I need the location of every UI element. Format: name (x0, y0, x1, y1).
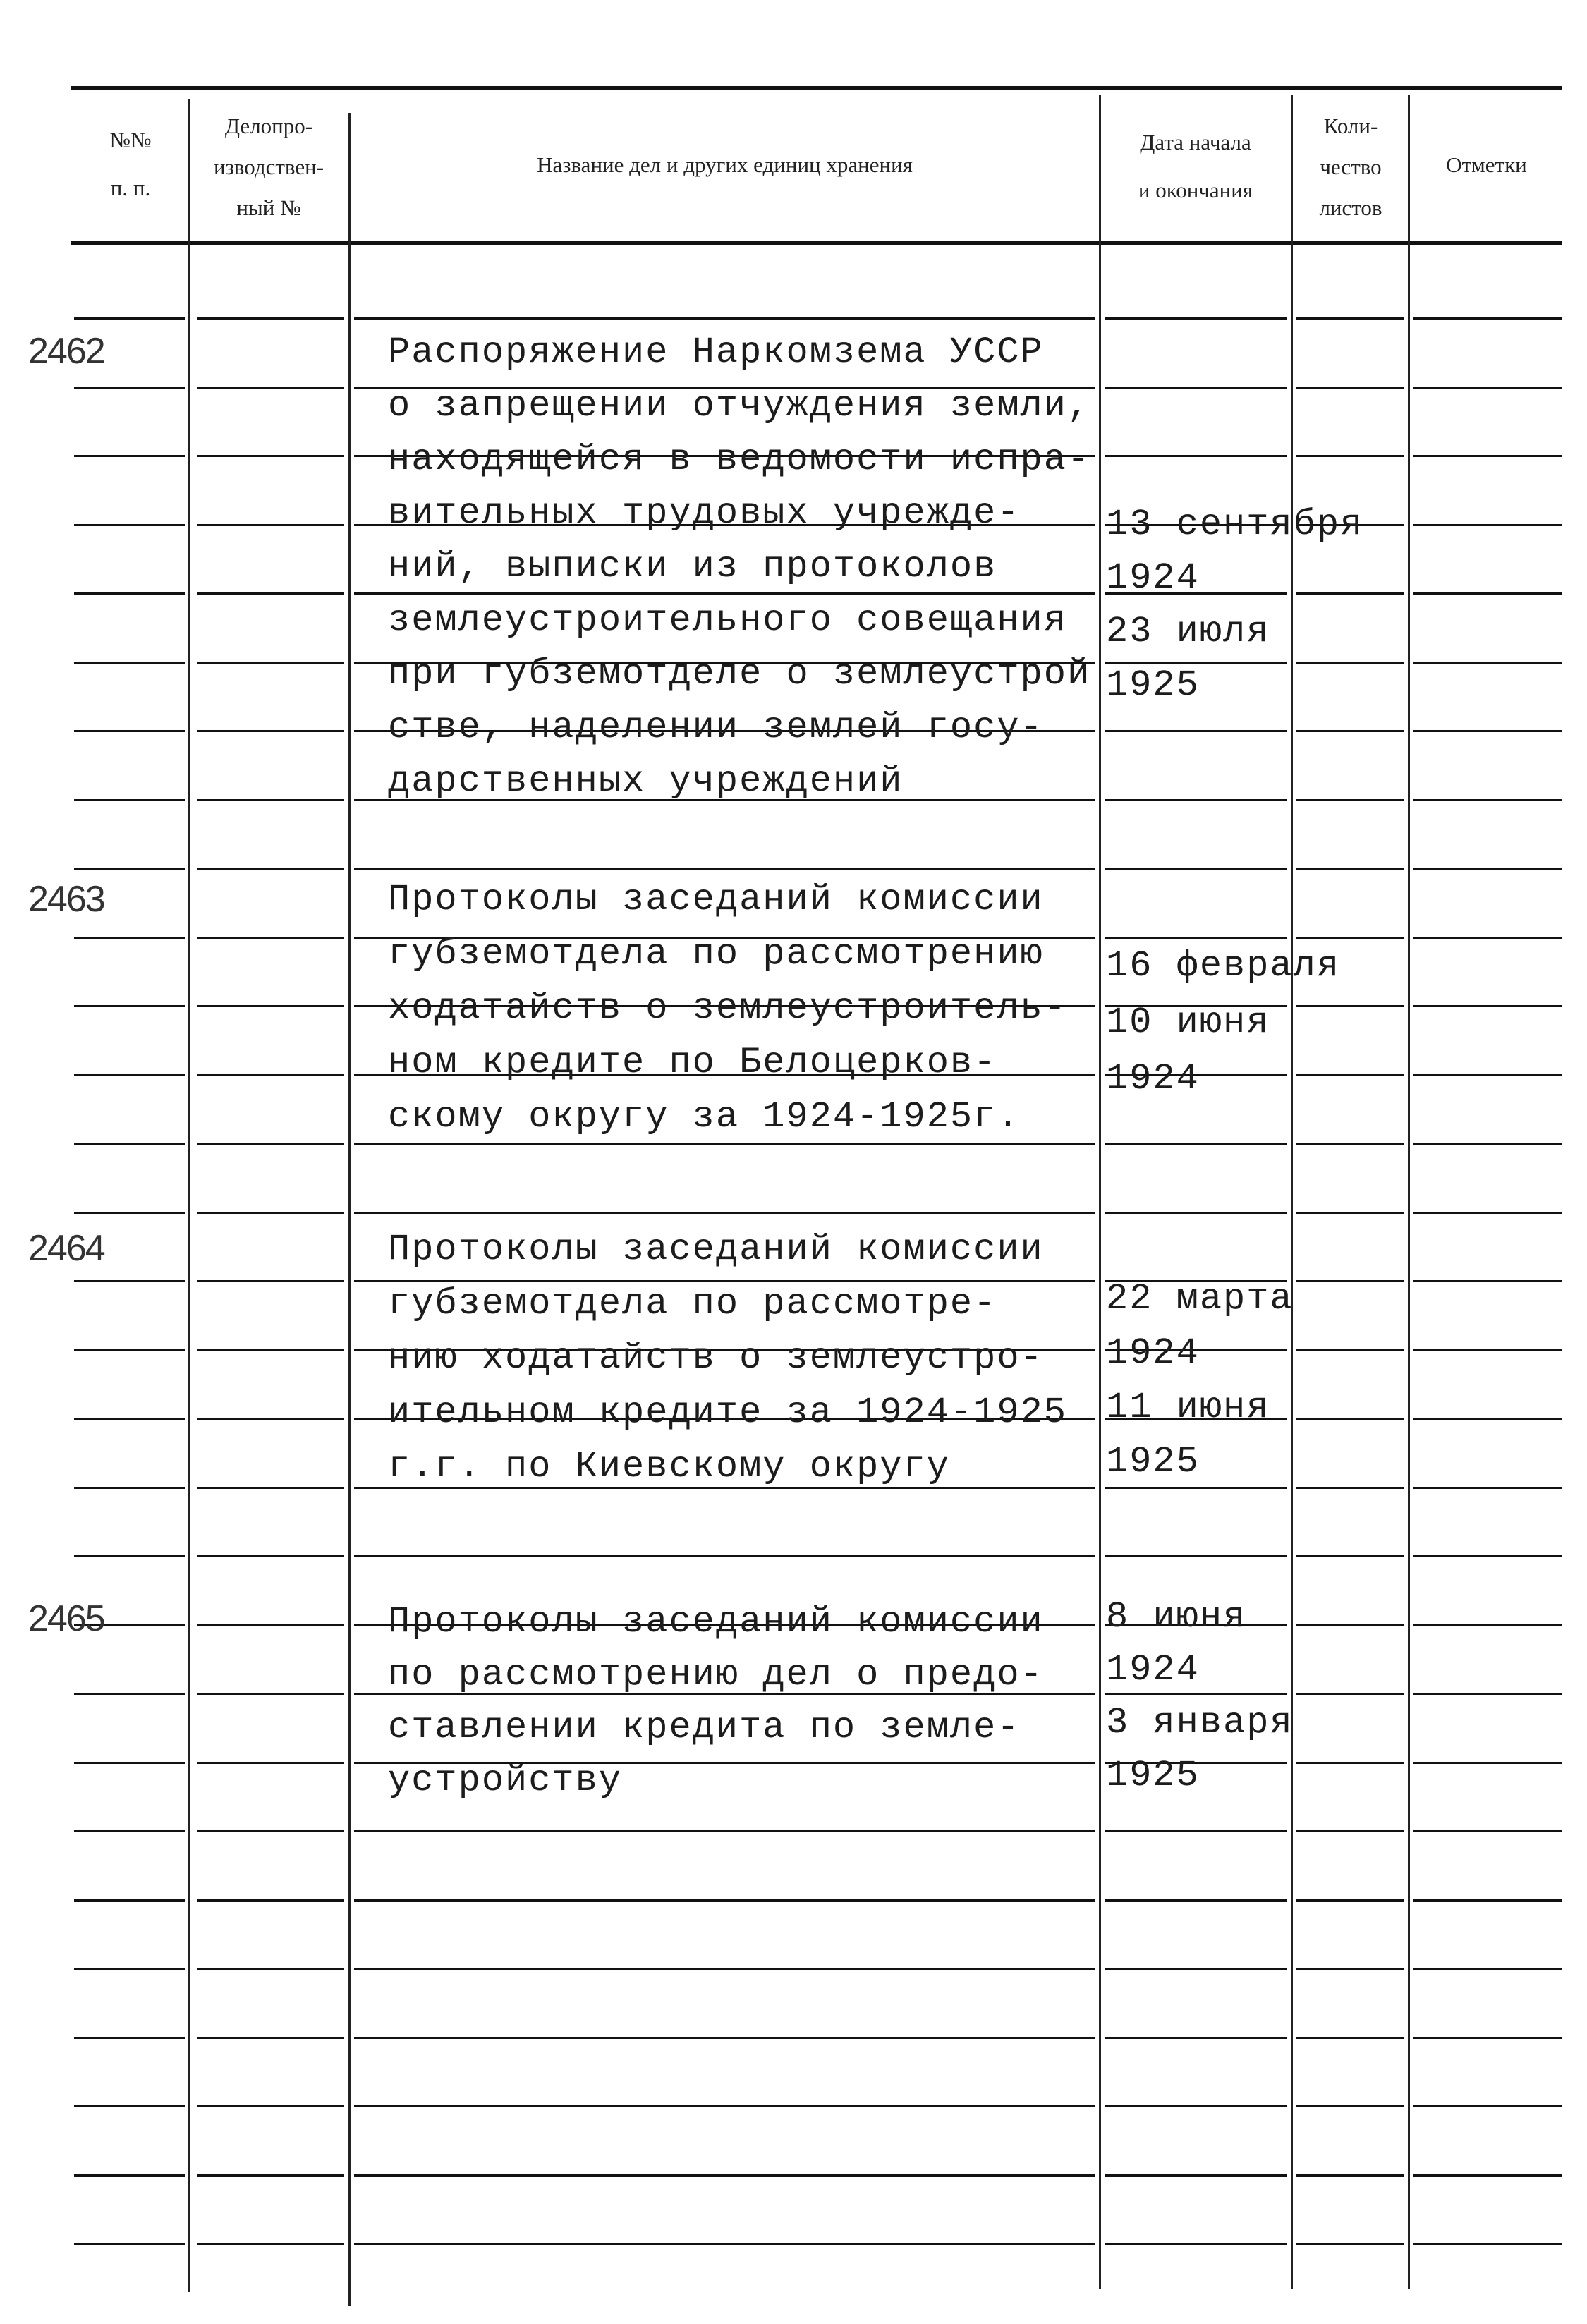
ruled-line (197, 1143, 344, 1145)
ruled-line (1413, 1762, 1562, 1764)
ruled-line (74, 1005, 185, 1007)
ruled-line (1413, 2037, 1562, 2039)
ruled-line (1413, 1418, 1562, 1420)
header-top-rule (71, 86, 1562, 90)
ruled-line (197, 1280, 344, 1282)
entry-title (388, 1222, 1067, 1494)
entry-title-line: ний, выписки из протоколов (388, 546, 997, 588)
entry-date-line: 1925 (1106, 1755, 1200, 1796)
ruled-line (1413, 937, 1562, 939)
ruled-line (1296, 2105, 1404, 2107)
ruled-line (1296, 1968, 1404, 1970)
ruled-line (74, 1487, 185, 1489)
entry-number: 2462 (28, 331, 104, 372)
ruled-line (1413, 524, 1562, 526)
ruled-line (1413, 455, 1562, 457)
ruled-line (1413, 1005, 1562, 1007)
ruled-line (354, 1212, 1095, 1214)
ruled-line (74, 524, 185, 526)
ruled-line (197, 662, 344, 664)
ruled-line (197, 1830, 344, 1832)
ruled-line (1296, 2174, 1404, 2177)
header-col-sheets-line: листов (1319, 195, 1382, 220)
entry-dates (1106, 1590, 1294, 1802)
entry-title-line: ном кредите по Белоцерков- (388, 1042, 997, 1083)
entry-date-line: 1925 (1106, 664, 1200, 706)
ruled-line (1105, 1968, 1287, 1970)
entry-title-line: Протоколы заседаний комиссии (388, 1229, 1044, 1270)
ruled-line (74, 799, 185, 801)
ruled-line (1105, 387, 1287, 389)
ruled-line (1105, 2037, 1287, 2039)
ruled-line (1105, 799, 1287, 801)
ruled-line (354, 2037, 1095, 2039)
header-col-dates-line: и окончания (1138, 178, 1253, 202)
ruled-line (74, 1899, 185, 1902)
ruled-line (197, 937, 344, 939)
entry-title-line: нию ходатайств о землеустро- (388, 1337, 1044, 1379)
ruled-line (354, 2105, 1095, 2107)
entry-date-line: 1924 (1106, 557, 1200, 599)
header-col-office-number (190, 106, 347, 229)
ruled-line (1296, 799, 1404, 801)
ruled-line (354, 1830, 1095, 1832)
ruled-line (74, 868, 185, 870)
entry-title (388, 872, 1067, 1144)
column-divider (1408, 95, 1410, 2289)
entry-title-line: дарственных учреждений (388, 760, 904, 802)
ruled-line (1413, 868, 1562, 870)
ruled-line (1413, 2243, 1562, 2245)
entry-number: 2463 (28, 879, 104, 920)
entry-title-line: Протоколы заседаний комиссии (388, 879, 1044, 920)
ruled-line (1296, 1487, 1404, 1489)
ruled-line (74, 730, 185, 732)
ruled-line (1296, 1143, 1404, 1145)
ruled-line (197, 592, 344, 595)
header-col-sheets-line: чество (1320, 154, 1382, 179)
ruled-line (1413, 1349, 1562, 1351)
ruled-line (1296, 1830, 1404, 1832)
ruled-line (1296, 2243, 1404, 2245)
ruled-line (74, 1418, 185, 1420)
ruled-line (1413, 1280, 1562, 1282)
ruled-line (74, 455, 185, 457)
header-bottom-rule (71, 241, 1562, 245)
entry-date-line: 1924 (1106, 1649, 1200, 1691)
ruled-line (74, 937, 185, 939)
entry-date-line: 16 февраля (1106, 945, 1341, 987)
ruled-line (197, 2105, 344, 2107)
ruled-line (1413, 1899, 1562, 1902)
ruled-line (1413, 662, 1562, 664)
entry-title-line: ительном кредите за 1924-1925 (388, 1392, 1067, 1433)
header-col-number-line: п. п. (110, 176, 151, 200)
ruled-line (197, 730, 344, 732)
ruled-line (74, 2243, 185, 2245)
ruled-line (74, 2037, 185, 2039)
ruled-line (1296, 1899, 1404, 1902)
entry-number: 2465 (28, 1598, 104, 1639)
entry-date-line: 8 июня (1106, 1596, 1247, 1638)
ruled-line (74, 1762, 185, 1764)
entry-date-line: 10 июня (1106, 1002, 1270, 1043)
ruled-line (197, 1693, 344, 1695)
ruled-line (74, 1143, 185, 1145)
ruled-line (74, 2174, 185, 2177)
header-col-number (78, 116, 183, 212)
ruled-line (197, 2037, 344, 2039)
entry-title-line: губземотдела по рассмотре- (388, 1283, 997, 1325)
ruled-line (1105, 1143, 1287, 1145)
ruled-line (1413, 317, 1562, 320)
ruled-line (197, 1899, 344, 1902)
column-divider (1291, 95, 1293, 2289)
ruled-line (197, 1624, 344, 1626)
ruled-line (1413, 1555, 1562, 1557)
ruled-line (74, 1555, 185, 1557)
ruled-line (354, 2174, 1095, 2177)
ruled-line (1296, 387, 1404, 389)
ruled-line (1413, 1074, 1562, 1076)
ruled-line (354, 1968, 1095, 1970)
header-col-dates (1102, 118, 1289, 214)
ruled-line (1296, 1212, 1404, 1214)
ruled-line (1105, 2174, 1287, 2177)
entry-title-line: ставлении кредита по земле- (388, 1707, 1021, 1748)
column-divider (188, 99, 190, 2292)
ruled-line (74, 662, 185, 664)
ruled-line (197, 2243, 344, 2245)
ruled-line (354, 2243, 1095, 2245)
ruled-line (1296, 455, 1404, 457)
column-divider (348, 113, 351, 2306)
ruled-line (354, 1555, 1095, 1557)
entry-dates (1106, 938, 1340, 1107)
entry-title-line: скому округу за 1924-1925г. (388, 1096, 1021, 1138)
entry-number: 2464 (28, 1228, 104, 1269)
ruled-line (1296, 1693, 1404, 1695)
ruled-line (354, 317, 1095, 320)
ruled-line (1105, 317, 1287, 320)
ruled-line (1105, 730, 1287, 732)
entry-date-line: 22 марта (1106, 1278, 1294, 1320)
header-col-office-number-line: ный № (236, 195, 301, 220)
ruled-line (74, 1212, 185, 1214)
ruled-line (74, 1830, 185, 1832)
ruled-line (1105, 1212, 1287, 1214)
ruled-line (197, 1074, 344, 1076)
entry-title-line: находящейся в ведомости испра- (388, 439, 1091, 480)
ruled-line (74, 1968, 185, 1970)
ruled-line (74, 592, 185, 595)
ruled-line (1296, 1624, 1404, 1626)
entry-dates (1106, 1272, 1294, 1489)
ruled-line (1413, 1212, 1562, 1214)
ruled-line (354, 868, 1095, 870)
entry-title-line: устройству (388, 1760, 623, 1801)
entry-date-line: 1924 (1106, 1058, 1200, 1100)
ruled-line (197, 1005, 344, 1007)
entry-title-line: стве, наделении землей госу- (388, 707, 1044, 748)
ruled-line (1296, 868, 1404, 870)
ruled-line (1296, 1418, 1404, 1420)
ruled-line (74, 1693, 185, 1695)
header-col-number-line: №№ (109, 128, 152, 152)
ruled-line (197, 1349, 344, 1351)
entry-title-line: Протоколы заседаний комиссии (388, 1601, 1044, 1643)
ruled-line (1105, 1555, 1287, 1557)
ruled-line (1296, 317, 1404, 320)
ruled-line (197, 799, 344, 801)
ruled-line (1105, 2243, 1287, 2245)
ruled-line (74, 1280, 185, 1282)
ruled-line (197, 317, 344, 320)
ruled-line (197, 1968, 344, 1970)
ruled-line (197, 1212, 344, 1214)
ruled-line (74, 1074, 185, 1076)
ruled-line (1413, 2174, 1562, 2177)
entry-title-line: ходатайств о землеустроитель- (388, 987, 1067, 1029)
entry-title (388, 1595, 1044, 1807)
ruled-line (197, 455, 344, 457)
ruled-line (74, 317, 185, 320)
ruled-line (1105, 868, 1287, 870)
ruled-line (1413, 799, 1562, 801)
ruled-line (1413, 730, 1562, 732)
entry-title-line: при губземотделе о землеустрой (388, 653, 1091, 695)
ruled-line (1105, 1899, 1287, 1902)
ruled-line (1296, 2037, 1404, 2039)
ruled-line (1296, 730, 1404, 732)
ruled-line (1413, 1624, 1562, 1626)
ruled-line (197, 1762, 344, 1764)
ruled-line (1413, 1830, 1562, 1832)
entry-title-line: губземотдела по рассмотрению (388, 933, 1044, 975)
ruled-line (1296, 1280, 1404, 1282)
ruled-line (197, 2174, 344, 2177)
header-col-office-number-line: Делопро- (224, 114, 313, 138)
entry-date-line: 13 сентября (1106, 504, 1364, 545)
ruled-line (354, 1899, 1095, 1902)
entry-date-line: 1924 (1106, 1332, 1200, 1374)
header-col-dates-line: Дата начала (1140, 130, 1251, 154)
entry-date-line: 1925 (1106, 1441, 1200, 1483)
entry-dates (1106, 498, 1363, 712)
ruled-line (1413, 2105, 1562, 2107)
ruled-line (1413, 1143, 1562, 1145)
ruled-line (1105, 2105, 1287, 2107)
entry-title-line: вительных трудовых учрежде- (388, 492, 1021, 534)
header-col-notes: Отметки (1446, 152, 1527, 177)
entry-date-line: 11 июня (1106, 1387, 1270, 1428)
ruled-line (74, 2105, 185, 2107)
ruled-line (74, 387, 185, 389)
ruled-line (197, 524, 344, 526)
entry-date-line: 23 июля (1106, 611, 1270, 652)
ruled-line (197, 387, 344, 389)
ruled-line (1413, 1487, 1562, 1489)
ruled-line (1413, 1968, 1562, 1970)
ruled-line (1105, 1830, 1287, 1832)
ruled-line (1296, 1555, 1404, 1557)
ruled-line (197, 1418, 344, 1420)
ruled-line (74, 1349, 185, 1351)
entry-title-line: Распоряжение Наркомзема УССР (388, 331, 1044, 373)
entry-title-line: г.г. по Киевскому округу (388, 1446, 950, 1488)
entry-title (388, 326, 1090, 808)
header-col-office-number-line: изводствен- (213, 154, 324, 179)
entry-title-line: по рассмотрению дел о предо- (388, 1654, 1044, 1696)
entry-title-line: о запрещении отчуждения земли, (388, 385, 1091, 427)
ruled-line (1296, 1762, 1404, 1764)
header-col-sheets-line: Коли- (1323, 114, 1378, 138)
header-col-title: Название дел и других единиц хранения (537, 152, 913, 177)
column-divider (1099, 95, 1101, 2289)
ruled-line (1296, 1349, 1404, 1351)
ruled-line (197, 1487, 344, 1489)
header-col-sheets (1294, 106, 1408, 229)
ruled-line (1413, 1693, 1562, 1695)
ruled-line (197, 868, 344, 870)
entry-title-line: землеустроительного совещания (388, 600, 1067, 641)
entry-date-line: 3 января (1106, 1702, 1294, 1744)
ruled-line (1413, 387, 1562, 389)
ruled-line (197, 1555, 344, 1557)
ruled-line (1105, 455, 1287, 457)
ruled-line (1413, 592, 1562, 595)
